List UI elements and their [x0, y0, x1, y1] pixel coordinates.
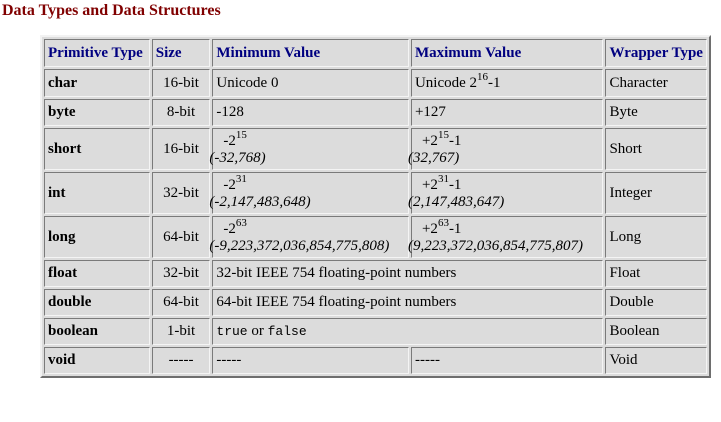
min-exponent: 15 — [235, 128, 247, 141]
size-cell: ----- — [152, 347, 211, 374]
type-cell: short — [44, 128, 150, 170]
range-cell — [212, 318, 603, 345]
header-primitive-type: Primitive Type — [44, 39, 150, 67]
min-value-cell — [209, 172, 409, 214]
min-value-cell: Unicode 0 — [212, 69, 409, 97]
or-text: or — [251, 323, 264, 339]
range-cell: 64-bit IEEE 754 floating-point numbers — [212, 289, 603, 316]
size-cell: 32-bit — [152, 260, 211, 287]
max-value-cell: +127 — [411, 99, 604, 126]
max-base: +2 — [421, 132, 438, 149]
min-exponent-line — [216, 216, 405, 238]
type-cell: boolean — [44, 318, 150, 345]
wrapper-cell: Integer — [605, 172, 707, 214]
wrapper-cell: Character — [605, 69, 707, 97]
max-suffix: -1 — [448, 176, 462, 193]
table-row-float — [44, 260, 707, 287]
data-types-table — [40, 35, 711, 378]
max-value-cell — [407, 216, 604, 258]
min-range: (-32,768) — [209, 149, 266, 166]
min-base: -2 — [223, 220, 236, 237]
max-suffix: -1 — [448, 132, 462, 149]
true-literal: true — [216, 324, 248, 339]
max-base: +2 — [421, 176, 438, 193]
max-exponent-line — [415, 216, 600, 238]
wrapper-cell: Void — [605, 347, 707, 374]
type-cell: int — [44, 172, 150, 214]
size-cell: 64-bit — [152, 216, 211, 258]
wrapper-cell: Long — [605, 216, 707, 258]
min-exponent: 63 — [235, 216, 247, 229]
wrapper-cell: Double — [605, 289, 707, 316]
false-literal: false — [267, 324, 307, 339]
type-cell: long — [44, 216, 150, 258]
header-size: Size — [152, 39, 211, 67]
size-cell: 8-bit — [152, 99, 211, 126]
type-cell: void — [44, 347, 150, 374]
table-row-void — [44, 347, 707, 374]
table-row-long — [44, 216, 707, 258]
max-exponent: 31 — [437, 172, 449, 185]
min-value-cell — [209, 216, 409, 258]
max-exponent-line — [415, 128, 600, 150]
type-cell: double — [44, 289, 150, 316]
max-value-cell — [407, 128, 604, 170]
table-header-row — [44, 39, 707, 67]
max-base: +2 — [421, 220, 438, 237]
size-cell: 16-bit — [152, 69, 211, 97]
size-cell: 1-bit — [152, 318, 211, 345]
min-base: -2 — [223, 176, 236, 193]
size-cell: 16-bit — [152, 128, 211, 170]
type-cell: byte — [44, 99, 150, 126]
wrapper-cell: Boolean — [605, 318, 707, 345]
min-value-cell: -128 — [212, 99, 409, 126]
wrapper-cell: Float — [605, 260, 707, 287]
max-exponent: 15 — [437, 128, 449, 141]
wrapper-cell: Short — [605, 128, 707, 170]
size-cell: 64-bit — [152, 289, 211, 316]
size-cell: 32-bit — [152, 172, 211, 214]
header-minimum-value: Minimum Value — [212, 39, 409, 67]
table-row-int — [44, 172, 707, 214]
max-exponent: 63 — [437, 216, 449, 229]
max-suffix: -1 — [488, 74, 501, 91]
max-range: (2,147,483,647) — [407, 193, 505, 210]
max-range: (32,767) — [407, 149, 460, 166]
page-title: Data Types and Data Structures — [2, 2, 221, 19]
min-value-cell — [209, 128, 409, 170]
max-value-cell: ----- — [411, 347, 604, 374]
max-value-cell — [411, 69, 604, 97]
table-row-double — [44, 289, 707, 316]
max-exponent: 16 — [477, 70, 489, 83]
header-wrapper-type: Wrapper Type — [605, 39, 707, 67]
range-cell: 32-bit IEEE 754 floating-point numbers — [212, 260, 603, 287]
min-exponent-line — [216, 172, 405, 194]
max-value-cell — [407, 172, 604, 214]
max-range: (9,223,372,036,854,775,807) — [407, 237, 583, 254]
min-exponent-line — [216, 128, 405, 150]
min-range: (-9,223,372,036,854,775,808) — [209, 237, 390, 254]
table-row-short — [44, 128, 707, 170]
min-exponent: 31 — [235, 172, 247, 185]
type-cell: char — [44, 69, 150, 97]
max-suffix: -1 — [448, 220, 462, 237]
max-base: Unicode 2 — [414, 74, 478, 91]
min-base: -2 — [223, 132, 236, 149]
min-range: (-2,147,483,648) — [209, 193, 311, 210]
type-cell: float — [44, 260, 150, 287]
header-maximum-value: Maximum Value — [411, 39, 604, 67]
wrapper-cell: Byte — [605, 99, 707, 126]
table-row-boolean — [44, 318, 707, 345]
table-row-char — [44, 69, 707, 97]
max-exponent-line — [415, 172, 600, 194]
min-value-cell: ----- — [212, 347, 409, 374]
table-row-byte — [44, 99, 707, 126]
